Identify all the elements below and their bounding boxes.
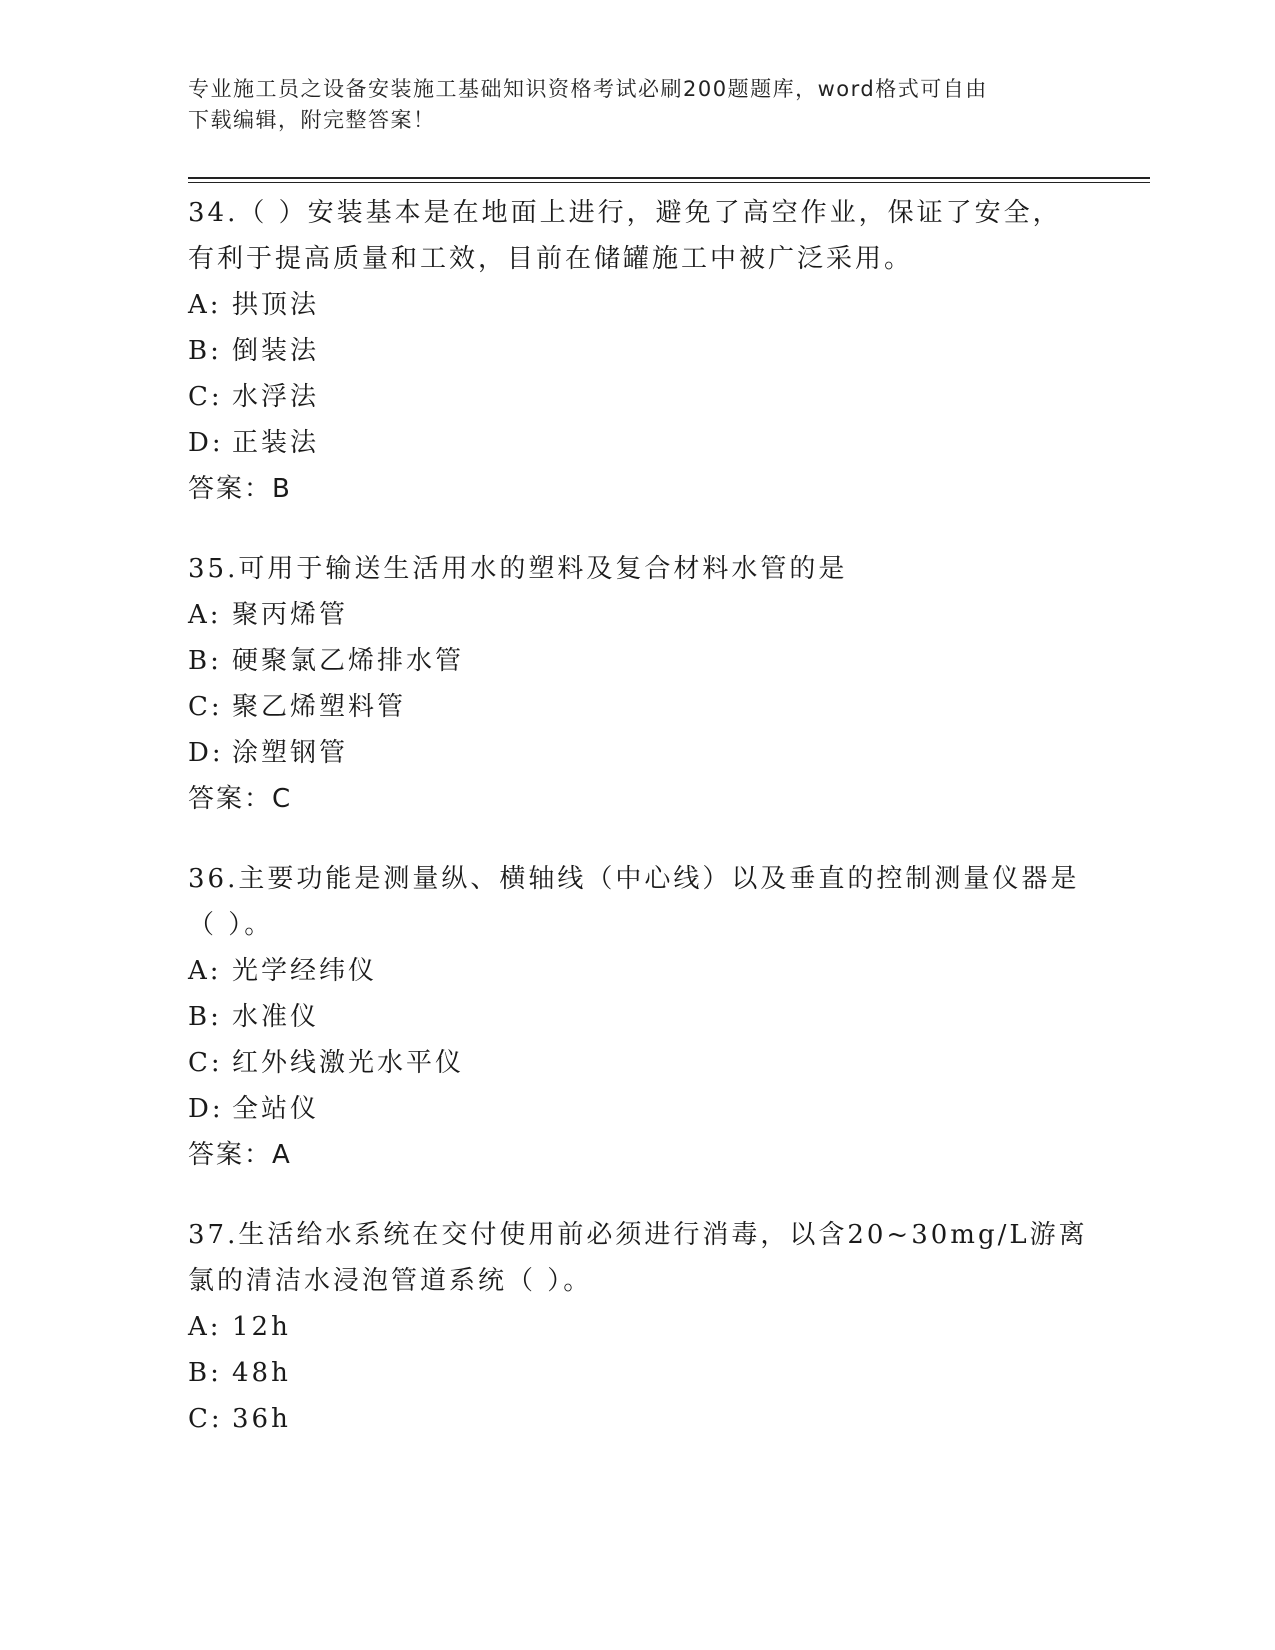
option-text: 聚乙烯塑料管 xyxy=(232,692,407,722)
option-c xyxy=(188,684,1088,730)
option-text: 水准仪 xyxy=(232,1002,320,1032)
option-key: D: xyxy=(188,428,224,458)
answer-line: 答案：C xyxy=(188,784,293,814)
document-header xyxy=(188,74,1088,136)
option-d xyxy=(188,1086,1088,1132)
option-b xyxy=(188,328,1088,374)
option-text: 倒装法 xyxy=(232,336,320,366)
option-key: A: xyxy=(188,1312,222,1342)
option-a xyxy=(188,282,1088,328)
option-key: C: xyxy=(188,1404,223,1434)
option-text: 水浮法 xyxy=(232,382,320,412)
option-c xyxy=(188,374,1088,420)
option-key: B: xyxy=(188,1358,222,1388)
question-35 xyxy=(188,546,1088,822)
question-list xyxy=(188,190,1088,1476)
option-text: 聚丙烯管 xyxy=(232,600,349,630)
answer-line: 答案：A xyxy=(188,1140,292,1170)
question-text: 36.主要功能是测量纵、横轴线（中心线）以及垂直的控制测量仪器是（ ）。 xyxy=(188,864,1080,940)
question-37 xyxy=(188,1212,1088,1442)
option-b xyxy=(188,1350,1088,1396)
question-text: 35.可用于输送生活用水的塑料及复合材料水管的是 xyxy=(188,554,848,584)
option-key: A: xyxy=(188,600,222,630)
option-key: A: xyxy=(188,956,222,986)
header-divider-thin xyxy=(188,182,1150,183)
option-key: D: xyxy=(188,1094,224,1124)
option-b xyxy=(188,638,1088,684)
option-text: 正装法 xyxy=(232,428,320,458)
option-text: 全站仪 xyxy=(232,1094,320,1124)
option-key: C: xyxy=(188,382,223,412)
option-key: A: xyxy=(188,290,222,320)
option-c xyxy=(188,1040,1088,1086)
option-key: C: xyxy=(188,692,223,722)
option-text: 红外线激光水平仪 xyxy=(232,1048,465,1078)
option-text: 涂塑钢管 xyxy=(232,738,349,768)
question-36 xyxy=(188,856,1088,1178)
header-line-2: 下载编辑，附完整答案！ xyxy=(188,108,436,132)
option-d xyxy=(188,730,1088,776)
option-key: C: xyxy=(188,1048,223,1078)
option-c xyxy=(188,1396,1088,1442)
question-text: 34.（ ）安装基本是在地面上进行，避免了高空作业，保证了安全，有利于提高质量和工效，目前在储罐施工中被广泛采用。 xyxy=(188,198,1062,274)
question-text: 37.生活给水系统在交付使用前必须进行消毒，以含20~30mg/L游离氯的清洁水浸泡管道系统（ ）。 xyxy=(188,1220,1088,1296)
option-a xyxy=(188,1304,1088,1350)
answer-line: 答案：B xyxy=(188,474,292,504)
header-divider-thick xyxy=(188,177,1150,179)
option-text: 硬聚氯乙烯排水管 xyxy=(232,646,465,676)
option-b xyxy=(188,994,1088,1040)
header-line-1: 专业施工员之设备安装施工基础知识资格考试必刷200题题库，word格式可自由 xyxy=(188,77,988,101)
option-key: D: xyxy=(188,738,224,768)
option-text: 拱顶法 xyxy=(232,290,320,320)
option-text: 12h xyxy=(232,1312,291,1342)
option-key: B: xyxy=(188,646,222,676)
option-a xyxy=(188,948,1088,994)
option-d xyxy=(188,420,1088,466)
option-text: 48h xyxy=(232,1358,291,1388)
option-text: 36h xyxy=(232,1404,291,1434)
question-34 xyxy=(188,190,1088,512)
option-key: B: xyxy=(188,336,222,366)
option-key: B: xyxy=(188,1002,222,1032)
option-text: 光学经纬仪 xyxy=(232,956,378,986)
option-a xyxy=(188,592,1088,638)
